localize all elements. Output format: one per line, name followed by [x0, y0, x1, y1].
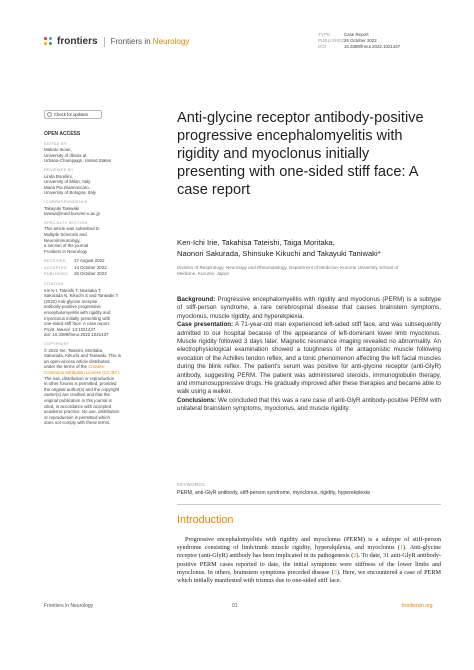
- keywords: PERM, anti-GlyR antibody, stiff-person syndrome, myoclonus, rigidity, hyperekplexia: [177, 490, 370, 496]
- date-published: PUBLISHED 26 October 2022: [44, 271, 107, 277]
- introduction-heading: Introduction: [177, 514, 234, 526]
- ref-link-1[interactable]: 1: [399, 544, 404, 552]
- authors-line-2: Naonori Sakurada, Shinsuke Kikuchi and Takayuki Taniwaki*: [177, 249, 381, 259]
- abstract-conclusions: Conclusions: We concluded that this was a rare case of anti-GlyR antibody-positive PERM with unilateral brainstem symptoms, myoclonus, and muscle rigidity.: [177, 396, 441, 413]
- edited-by-text: Makoto Inoue, University of Illinois at Urbana-Champaign, United States: [44, 147, 112, 164]
- meta-doi: DOI 10.3389/fneur.2022.1021437: [318, 44, 401, 49]
- copyright-label: COPYRIGHT: [44, 342, 70, 346]
- edited-by-label: EDITED BY: [44, 141, 67, 146]
- sidebar: [44, 110, 144, 426]
- dates-block: [44, 258, 144, 278]
- correspondence-label: *CORRESPONDENCE: [44, 199, 88, 204]
- meta-published: PUBLISHED26 October 2022: [318, 38, 377, 43]
- abstract: [177, 296, 441, 414]
- cc-license-link[interactable]: Creative Commons Attribution License (CC BY): [44, 364, 119, 375]
- date-received: RECEIVED 17 August 2022: [44, 258, 105, 264]
- divider: [177, 504, 441, 505]
- frontiers-logo[interactable]: [44, 36, 189, 47]
- abstract-case: Case presentation: A 71-year-old man experienced left-sided stiff face, and was subsequently admitted to our hospital because of the appearance of left-dominant lower limb myoclonus. Muscle rigidity followed 3 days later. Magnetic resonance imaging revealed no abnormality. An electrophysiological examination showed a toughness of the antagonistic muscle following evocation of the Achilles tendon reflex, and a tonic phenomenon affecting the left facial muscles during the blink reflex. The patient's serum was positive for anti-glycine receptor (anti-GlyR) antibody, suggesting PERM. The patient was administered steroids, immunoglobulin therapy, and immunosuppressive drugs. He gradually improved after these therapies and became able to walk using a walker.: [177, 321, 441, 396]
- citation-label: CITATION: [44, 282, 64, 287]
- date-accepted: ACCEPTED 14 October 2022: [44, 264, 107, 270]
- footer-site-link[interactable]: frontiersin.org: [402, 603, 433, 609]
- open-access-label: OPEN ACCESS: [44, 131, 81, 137]
- ref-link-3[interactable]: 3: [333, 568, 337, 576]
- abstract-background: Background: Progressive encephalomyelitis with rigidity and myoclonus (PERM) is a subtype of stiff-person syndrome, a rare cerebrospinal disease that causes brainstem symptoms, myoclonus, muscle rigidity, and hyperekplexia.: [177, 296, 441, 320]
- journal-name: Frontiers in Neurology: [110, 37, 190, 46]
- correspondence-text[interactable]: Takayuki Taniwaki taniwa@med.kurume-u.ac.jp: [44, 205, 100, 217]
- brand-name: frontiers: [57, 36, 98, 47]
- footer-journal: Frontiers in Neurology: [44, 603, 94, 609]
- logo-divider: [104, 37, 105, 47]
- update-check-icon: [47, 112, 52, 117]
- frontiers-dots-icon: [44, 37, 54, 47]
- page-number: 01: [232, 603, 238, 609]
- meta-type: TYPE Case Report: [318, 32, 369, 37]
- check-for-updates-button[interactable]: Check for updates: [44, 110, 102, 119]
- authors-line-1: Ken-Ichi Irie, Takahisa Tateishi, Taiga Moritaka,: [177, 238, 335, 247]
- specialty-section-label: SPECIALTY SECTION: [44, 220, 88, 225]
- keywords-label: KEYWORDS: [177, 482, 206, 487]
- affiliation: Division of Respirology, Neurology and Rheumatology, Department of Medicine, Kurume University School of Medicine, Kurume, Japan: [177, 265, 399, 276]
- specialty-section-text: This article was submitted to Multiple Sclerosis and Neuroimmunology, a section of the journal Frontiers in Neurology: [44, 226, 100, 254]
- authors: [177, 237, 439, 260]
- article-meta: [318, 32, 400, 50]
- copyright-text: © 2022 Irie, Tateishi, Moritaka, Sakurada, Kikuchi and Taniwaki. This is an open-access article distributed under the terms of the Creative Commons Attribution License (CC BY). The use, distribution or reproduction in other forums is permitted, provided the original author(s) and the copyright owner(s) are credited and that the original publication in this journal is cited, in accordance with accepted academic practice. No use, distribution or reproduction is permitted which does not comply with these terms.: [44, 347, 121, 426]
- article-title: Anti-glycine receptor antibody-positive progressive encephalomyelitis with rigidity and myoclonus initially presenting with one-sided stiff face: A case report: [177, 110, 424, 198]
- citation-text: Irie K-I, Tateishi T, Moritaka T, Sakurada N, Kikuchi S and Taniwaki T (2022) Anti-glycine receptor antibody-positive progressive encephalomyelitis with rigidity and myoclonus initially presenting with one-sided stiff face: A case report. Front. Neurol. 13:1021437. doi: 10.3389/fneur.2022.1021437: [44, 287, 119, 338]
- reviewed-by-text: Linda Borellini, University of Milan, Italy Maria Pia Giannoccaro, University of Bologna, Italy: [44, 173, 96, 196]
- reviewed-by-label: REVIEWED BY: [44, 167, 74, 172]
- introduction-paragraph: Progressive encephalomyelitis with rigidity and myoclonus (PERM) is a subtype of stiff-person syndrome consisting of limb/trunk muscle rigidity, hyperekplexia, and myoclonus (1). Anti-glycine receptor (anti-GlyR) antibody has been implicated in its pathogenesis (2). To date, 31 anti-GlyR antibody-positive PERM cases reported to date, the initial symptoms were stiffness of the lower limbs and myoclonus. In others, brainstem symptoms preceded disease (3). Here, we encountered a case of PERM which initially manifested with trismus due to one-sided stiff face.: [177, 536, 442, 585]
- ref-link-2[interactable]: 2: [353, 552, 357, 560]
